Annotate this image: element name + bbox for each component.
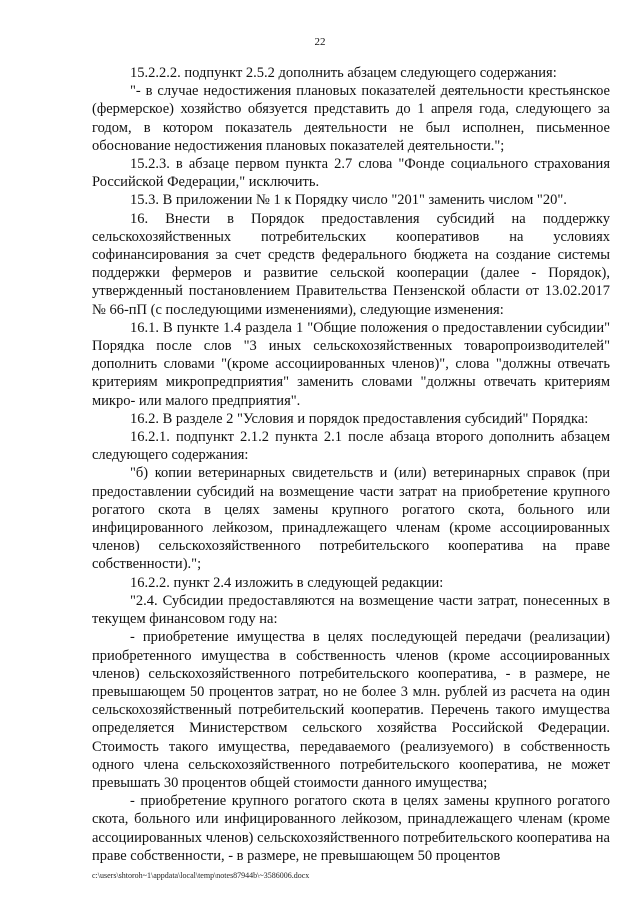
paragraph-list-property: - приобретение имущества в целях последующей передачи (реализации) приобретенного имущества в собственность членов (кроме ассоциированных членов) сельскохозяйственного потребительского кооператива, - в размере, не превышающем 50 процентов затрат, но не более 3 млн. рублей из расчета на один сельскохозяйственный потребительский кооператив. Перечень такого имущества определяется Министерством сельского хозяйства Российской Федерации. Стоимость такого имущества, передаваемого (реализуемого) в собственность одного члена сельскохозяйственного потребительского кооператива, не может превышать 30 процентов общей стоимости данного имущества; bbox=[92, 629, 610, 791]
paragraph-15-2-3: 15.2.3. в абзаце первом пункта 2.7 слова "Фонде социального страхования Российской Федерации," исключить. bbox=[92, 156, 610, 191]
paragraph-quote-planned-indicators: "- в случае недостижения плановых показателей деятельности крестьянское (фермерское) хозяйство обязуется представить до 1 апреля года, следующего за годом, в котором показатель деятельности не был исполнен, письменное обоснование недостижения плановых показателей деятельности."; bbox=[92, 83, 610, 154]
document-body bbox=[92, 64, 610, 865]
paragraph-15-3: 15.3. В приложении № 1 к Порядку число "201" заменить числом "20". bbox=[130, 192, 567, 209]
paragraph-16-2-2: 16.2.2. пункт 2.4 изложить в следующей редакции: bbox=[130, 574, 444, 591]
paragraph-2-4: "2.4. Субсидии предоставляются на возмещение части затрат, понесенных в текущем финансовом году на: bbox=[92, 592, 610, 628]
page-number: 22 bbox=[314, 36, 326, 48]
paragraph-16-2: 16.2. В разделе 2 "Условия и порядок предоставления субсидий" Порядка: bbox=[130, 410, 589, 427]
paragraph-15-2-2-2: 15.2.2.2. подпункт 2.5.2 дополнить абзацем следующего содержания: bbox=[130, 65, 557, 81]
paragraph-quote-vet-certificates: "б) копии ветеринарных свидетельств и (или) ветеринарных справок (при предоставлении субсидий на возмещение части затрат на приобретение крупного рогатого скота в целях замены крупного рогатого скота, больного или инфицированного лейкозом, принадлежащего членам (кроме ассоциированных членов) сельскохозяйственного потребительского кооператива на праве собственности)."; bbox=[92, 465, 610, 573]
paragraph-16-2-1: 16.2.1. подпункт 2.1.2 пункта 2.1 после абзаца второго дополнить абзацем следующего содержания: bbox=[92, 429, 610, 464]
paragraph-16: 16. Внести в Порядок предоставления субсидий на поддержку сельскохозяйственных потребительских кооперативов на условиях софинансирования за счет средств федерального бюджета на создание системы поддержки фермеров и развитие сельской кооперации (далее - Порядок), утвержденный постановлением Правительства Пензенской области от 13.02.2017 № 66-пП (с последующими изменениями), следующие изменения: bbox=[92, 210, 610, 318]
footer-file-path: c:\users\shtoroh~1\appdata\local\temp\notes87944b\~3586006.docx bbox=[92, 871, 310, 880]
paragraph-list-cattle: - приобретение крупного рогатого скота в целях замены крупного рогатого скота, больного или инфицированного лейкозом, принадлежащего членам (кроме ассоциированных членов) сельскохозяйственного потребительского кооператива на праве собственности, - в размере, не превышающем 50 процентов bbox=[92, 793, 610, 864]
paragraph-16-1: 16.1. В пункте 1.4 раздела 1 "Общие положения о предоставлении субсидии" Порядка после слов "3 иных сельскохозяйственных товаропроизводителей" дополнить словами "(кроме ассоциированных членов)", слова "должны отвечать критериям микропредприятия" заменить словами "должны отвечать критериям микро- или малого предприятия". bbox=[92, 319, 610, 409]
